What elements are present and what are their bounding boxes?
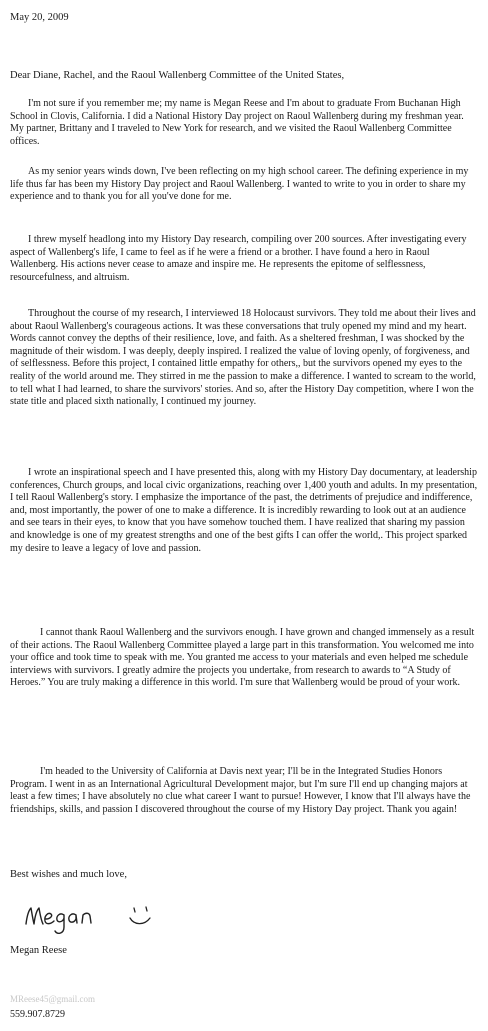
email-address: MReese45@gmail.com [10, 994, 96, 1004]
salutation: Dear Diane, Rachel, and the Raoul Wallenberg Committee of the United States, [10, 70, 345, 81]
paragraph-6: I cannot thank Raoul Wallenberg and the survivors enough. I have grown and changed immensely as a result of their actions. The Raoul Wallenberg Committee played a large part in this transformation. You welcomed me into your office and took time to speak with me. You granted me access to your materials and even helped me schedule interviews with survivors. I greatly admire the projects you undertake, from research to awards to “A Study of Heroes.” You are truly making a difference in this world. I'm sure that Wallenberg would be proud of your work. [10, 627, 475, 689]
letter-date: May 20, 2009 [10, 12, 69, 23]
phone-number: 559.907.8729 [10, 1009, 65, 1020]
paragraph-4: Throughout the course of my research, I interviewed 18 Holocaust survivors. They told me about their lives and about Raoul Wallenberg's courageous actions. It was these conversations that truly opened my mind and my heart. Words cannot convey the depths of their resilience, love, and faith. As a sheltered freshman, I was shocked by the magnitude of their wisdom. I was deeply, deeply inspired. I realized the value of loving openly, of forgiveness, and of selflessness. Before this project, I contained little empathy for others,, but the survivors opened my eyes to the reality of the world around me. They stirred in me the passion to make a difference. I wanted to scream to the world, to tell what I had learned, to share the survivors' stories. And so, after the History Day competition, where I won the state title and placed sixth nationally, I continued my journey. [10, 308, 476, 408]
handwritten-signature [22, 894, 172, 938]
paragraph-5: I wrote an inspirational speech and I have presented this, along with my History Day documentary, at leadership conferences, Church groups, and local civic organizations, reaching over 1,400 youth and adults. In my presentation, I tell Raoul Wallenberg's story. I emphasize the importance of the past, the detriments of prejudice and indifference, and, most importantly, the power of one to make a difference. It is incredibly rewarding to look out at an audience and see tears in their eyes, to know that you have somehow touched them. I have realized that sharing my passion and knowledge is one of my greatest strengths and one of the best gifts I can offer the world,. This project sparked my desire to leave a legacy of love and passion. [10, 467, 478, 554]
paragraph-1: I'm not sure if you remember me; my name is Megan Reese and I'm about to graduate From Buchanan High School in Clovis, California. I did a National History Day project on Raoul Wallenberg during my freshman year. My partner, Brittany and I traveled to New York for research, and we visited the Raoul Wallenberg Committee offices. [10, 98, 464, 147]
signer-name: Megan Reese [10, 945, 67, 956]
signature-drawing [22, 894, 172, 938]
paragraph-2: As my senior years winds down, I've been reflecting on my high school career. The defining experience in my life thus far has been my History Day project and Raoul Wallenberg. I wanted to write to you in order to share my experience and to thank you for all you've done for me. [10, 166, 469, 203]
paragraph-7: I'm headed to the University of California at Davis next year; I'll be in the Integrated Studies Honors Program. I went in as an International Agricultural Development major, but I'm sure I'll end up changing majors at least a few times; I have absolutely no clue what career I want to pursue! However, I know that I'll always have the friendships, skills, and passion I discovered throughout the course of my History Day project. Thank you again! [10, 766, 471, 815]
closing-line: Best wishes and much love, [10, 869, 127, 880]
paragraph-3: I threw myself headlong into my History Day research, compiling over 200 sources. After investigating every aspect of Wallenberg's life, I came to feel as if he were a friend or a brother. I have found a hero in Raoul Wallenberg. His actions never cease to amaze and inspire me. He represents the epitome of selflessness, resourcefulness, and altruism. [10, 234, 467, 283]
